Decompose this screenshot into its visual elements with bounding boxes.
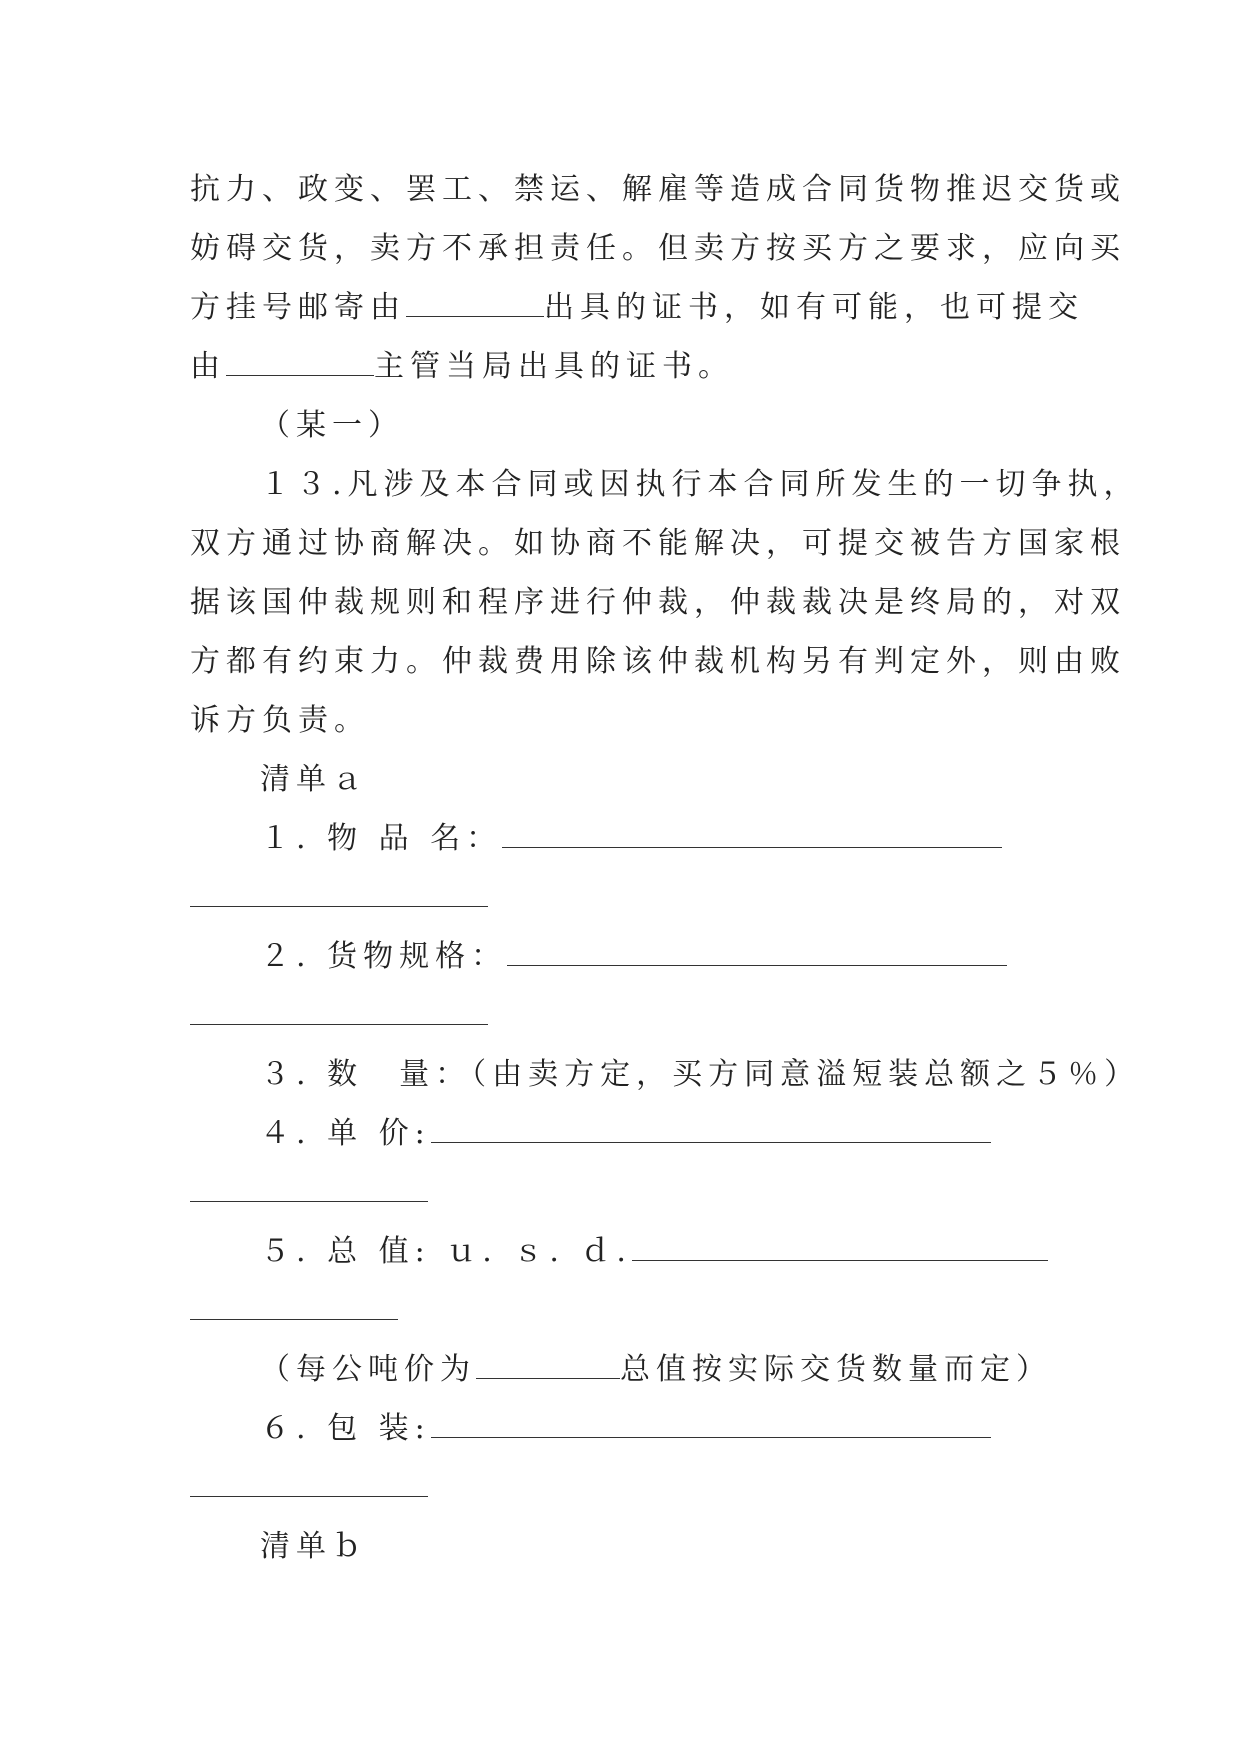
section-mark: （某一）: [260, 408, 404, 443]
clause-13-line: 据该国仲裁规则和程序进行仲裁，仲裁裁决是终局的，对双: [190, 585, 1126, 620]
text-fragment: （每公吨价为: [260, 1352, 476, 1387]
fill-blank[interactable]: [632, 1234, 1048, 1261]
item-label: ６. 包 装:: [260, 1411, 431, 1446]
fill-blank[interactable]: [226, 349, 374, 376]
fill-blank[interactable]: [190, 880, 488, 907]
list-a-item-1: [190, 809, 1050, 868]
fill-blank[interactable]: [502, 821, 1002, 848]
clause-13-line: 诉方负责。: [190, 703, 370, 738]
text-fragment: 主管当局出具的证书。: [374, 349, 734, 384]
text-line: 抗力、政变、罢工、禁运、解雇等造成合同货物推迟交货或: [190, 172, 1126, 207]
continuation-line: [190, 1458, 1050, 1517]
fill-blank[interactable]: [190, 1470, 428, 1497]
list-a-item-6: [190, 1399, 1050, 1458]
fill-blank[interactable]: [431, 1411, 991, 1438]
fill-blank[interactable]: [190, 1293, 398, 1320]
continuation-line: [190, 1163, 1050, 1222]
text-line: [190, 278, 1084, 337]
item-label: ４. 单 价:: [260, 1116, 431, 1151]
continuation-line: [190, 986, 1050, 1045]
item-label: ２. 货物规格：: [260, 939, 508, 974]
price-note: [190, 1340, 1050, 1399]
list-a-item-3: ３. 数 量：（由卖方定，买方同意溢短装总额之５％）: [260, 1057, 1141, 1092]
item-label: １. 物 品 名：: [260, 821, 503, 856]
text-line: [190, 337, 1050, 396]
item-label: ５. 总 值: ｕ. ｓ. ｄ.: [260, 1234, 632, 1269]
text-fragment: 总值按实际交货数量而定）: [620, 1352, 1052, 1387]
continuation-line: [190, 868, 1050, 927]
clause-13-line: 方都有约束力。仲裁费用除该仲裁机构另有判定外，则由败: [190, 644, 1126, 679]
fill-blank[interactable]: [431, 1116, 991, 1143]
contract-body: [190, 160, 1141, 1576]
text-line: 妨碍交货，卖方不承担责任。但卖方按买方之要求，应向买: [190, 231, 1126, 266]
fill-blank[interactable]: [190, 1175, 428, 1202]
list-a-item-5: [190, 1222, 1050, 1281]
text-fragment: 出具的证书，如有可能，也可提交: [544, 290, 1084, 325]
text-fragment: 由: [190, 349, 226, 384]
continuation-line: [190, 1281, 1050, 1340]
text-fragment: 方挂号邮寄由: [190, 290, 406, 325]
fill-blank[interactable]: [190, 998, 488, 1025]
list-b-title: 清单ｂ: [260, 1529, 368, 1564]
fill-blank[interactable]: [507, 939, 1007, 966]
clause-13-line: １３.凡涉及本合同或因执行本合同所发生的一切争执，: [260, 467, 1140, 502]
fill-blank[interactable]: [476, 1352, 620, 1379]
list-a-item-4: [190, 1104, 1050, 1163]
fill-blank[interactable]: [406, 290, 544, 317]
list-a-item-2: [190, 927, 1050, 986]
list-a-title: 清单ａ: [260, 762, 368, 797]
clause-13-line: 双方通过协商解决。如协商不能解决，可提交被告方国家根: [190, 526, 1126, 561]
